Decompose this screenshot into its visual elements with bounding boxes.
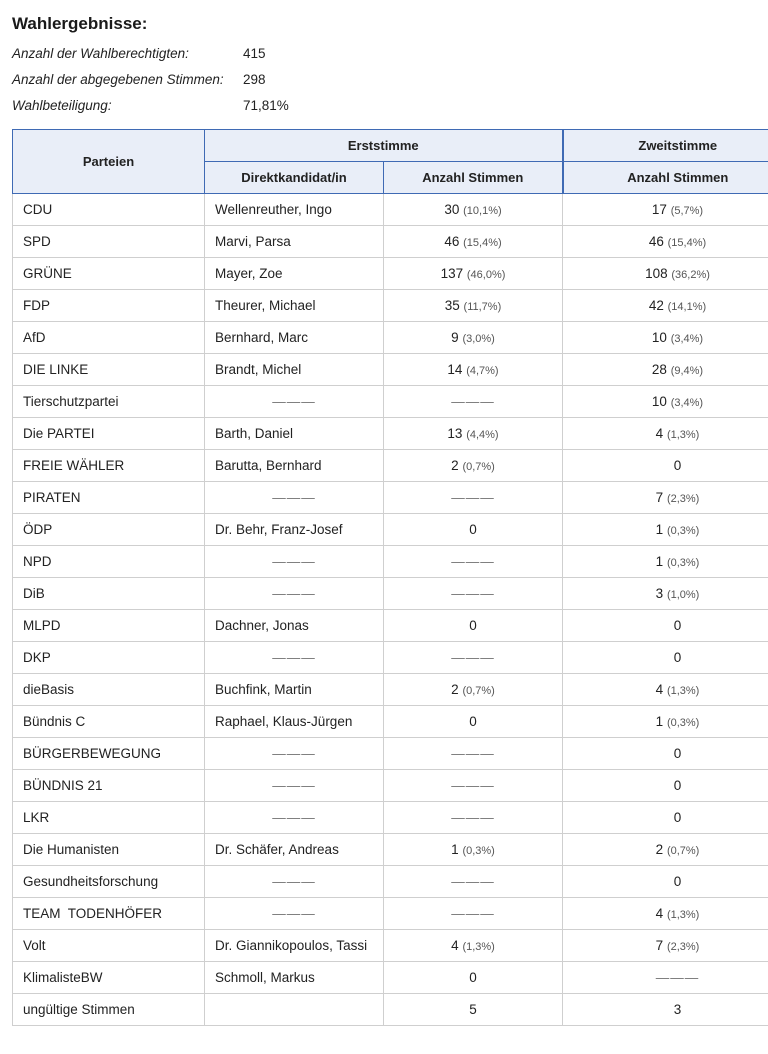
- table-row: [13, 194, 768, 226]
- stat-eligible-voters: [12, 40, 289, 66]
- vote-percent: (46,0%): [466, 269, 506, 281]
- erststimme-cell: [384, 898, 563, 930]
- party-name: DiB: [23, 586, 45, 601]
- table-row: [13, 706, 768, 738]
- header-direktkandidat: Direktkandidat/in: [205, 162, 384, 194]
- party-name: Die Humanisten: [23, 842, 120, 857]
- vote-count: 7: [655, 490, 664, 505]
- vote-count: 0: [469, 714, 477, 729]
- header-parteien: Parteien: [13, 130, 205, 194]
- candidate-name: ———: [272, 490, 316, 505]
- zweitstimme-cell: [563, 194, 768, 226]
- candidate-name: Dr. Giannikopoulos, Tassi: [215, 938, 368, 953]
- erststimme-cell: [384, 482, 563, 514]
- vote-percent: (1,0%): [666, 589, 700, 601]
- header-anzahl-erst: Anzahl Stimmen: [384, 162, 563, 194]
- candidate-name: Barth, Daniel: [215, 426, 294, 441]
- party-cell: [13, 354, 205, 386]
- header-anzahl-zweit: Anzahl Stimmen: [563, 162, 768, 194]
- vote-percent: (4,4%): [466, 429, 499, 441]
- vote-count: 108: [645, 266, 668, 281]
- candidate-cell: [205, 770, 384, 802]
- vote-percent: (3,4%): [670, 397, 704, 409]
- vote-percent: (5,7%): [670, 205, 704, 217]
- zweitstimme-cell: [563, 962, 768, 994]
- vote-percent: (0,7%): [462, 685, 495, 697]
- zweitstimme-cell: [563, 770, 768, 802]
- vote-percent: (0,3%): [666, 557, 700, 569]
- vote-count: 46: [648, 234, 664, 249]
- candidate-name: ———: [272, 906, 316, 921]
- party-cell: [13, 674, 205, 706]
- zweitstimme-cell: [563, 802, 768, 834]
- erststimme-cell: [384, 546, 563, 578]
- zweitstimme-cell: [563, 578, 768, 610]
- candidate-cell: [205, 450, 384, 482]
- vote-count: ———: [451, 906, 495, 921]
- vote-count: 17: [651, 202, 667, 217]
- vote-count: 0: [469, 618, 477, 633]
- party-name: BÜRGERBEWEGUNG: [23, 746, 162, 761]
- candidate-name: ———: [272, 810, 316, 825]
- candidate-cell: [205, 258, 384, 290]
- candidate-cell: [205, 354, 384, 386]
- erststimme-cell: [384, 930, 563, 962]
- party-cell: [13, 834, 205, 866]
- party-name: Bündnis C: [23, 714, 86, 729]
- party-name: KlimalisteBW: [23, 970, 103, 985]
- vote-percent: (4,7%): [466, 365, 499, 377]
- zweitstimme-cell: [563, 322, 768, 354]
- table-row: [13, 674, 768, 706]
- candidate-name: Bernhard, Marc: [215, 330, 309, 345]
- vote-percent: (15,4%): [667, 237, 707, 249]
- candidate-name: ———: [272, 874, 316, 889]
- candidate-cell: [205, 930, 384, 962]
- vote-percent: (36,2%): [671, 269, 710, 281]
- erststimme-cell: [384, 258, 563, 290]
- erststimme-cell: [384, 674, 563, 706]
- stat-turnout: [12, 92, 289, 118]
- table-row: [13, 834, 768, 866]
- vote-count: ———: [451, 874, 495, 889]
- candidate-name: ———: [272, 554, 316, 569]
- vote-count: 2: [451, 682, 459, 697]
- party-cell: [13, 706, 205, 738]
- vote-count: 0: [673, 746, 682, 761]
- vote-count: 0: [673, 810, 682, 825]
- party-cell: [13, 290, 205, 322]
- candidate-cell: [205, 482, 384, 514]
- party-name: dieBasis: [23, 682, 75, 697]
- vote-count: 30: [444, 202, 460, 217]
- table-row: [13, 994, 768, 1026]
- party-name: NPD: [23, 554, 52, 569]
- candidate-cell: [205, 674, 384, 706]
- vote-percent: (3,4%): [670, 333, 704, 345]
- table-row: [13, 546, 768, 578]
- table-row: [13, 866, 768, 898]
- page-title: Wahlergebnisse:: [12, 14, 148, 33]
- stat-label: Anzahl der abgegebenen Stimmen:: [12, 71, 224, 87]
- erststimme-cell: [384, 770, 563, 802]
- candidate-name: Barutta, Bernhard: [215, 458, 322, 473]
- vote-percent: (3,0%): [462, 333, 495, 345]
- party-cell: [13, 386, 205, 418]
- candidate-name: Brandt, Michel: [215, 362, 302, 377]
- vote-percent: (1,3%): [462, 941, 495, 953]
- candidate-name: Dr. Schäfer, Andreas: [215, 842, 339, 857]
- stat-value: 298: [243, 71, 266, 87]
- party-name: CDU: [23, 202, 53, 217]
- zweitstimme-cell: [563, 898, 768, 930]
- party-name: FDP: [23, 298, 50, 313]
- vote-count: 14: [447, 362, 463, 377]
- erststimme-cell: [384, 610, 563, 642]
- party-cell: [13, 514, 205, 546]
- vote-count: 0: [673, 874, 682, 889]
- zweitstimme-cell: [563, 290, 768, 322]
- erststimme-cell: [384, 418, 563, 450]
- vote-count: 2: [451, 458, 459, 473]
- candidate-cell: [205, 962, 384, 994]
- vote-count: ———: [451, 490, 495, 505]
- zweitstimme-cell: [563, 386, 768, 418]
- zweitstimme-cell: [563, 706, 768, 738]
- vote-count: 13: [447, 426, 463, 441]
- vote-count: 0: [673, 650, 682, 665]
- party-cell: [13, 802, 205, 834]
- erststimme-cell: [384, 706, 563, 738]
- party-cell: [13, 738, 205, 770]
- candidate-cell: [205, 994, 384, 1026]
- party-cell: [13, 994, 205, 1026]
- party-name: LKR: [23, 810, 50, 825]
- table-row: [13, 642, 768, 674]
- header-zweitstimme: Zweitstimme: [563, 130, 768, 162]
- zweitstimme-cell: [563, 866, 768, 898]
- candidate-name: Dachner, Jonas: [215, 618, 309, 633]
- candidate-cell: [205, 226, 384, 258]
- vote-count: 9: [451, 330, 459, 345]
- party-cell: [13, 866, 205, 898]
- candidate-name: Raphael, Klaus-Jürgen: [215, 714, 353, 729]
- vote-count: 1: [655, 522, 664, 537]
- party-cell: [13, 450, 205, 482]
- vote-count: 4: [451, 938, 459, 953]
- party-name: PIRATEN: [23, 490, 81, 505]
- party-name: AfD: [23, 330, 46, 345]
- vote-count: 3: [673, 1002, 682, 1017]
- candidate-name: ———: [272, 746, 316, 761]
- table-row: [13, 354, 768, 386]
- vote-count: ———: [655, 970, 700, 985]
- erststimme-cell: [384, 962, 563, 994]
- candidate-cell: [205, 290, 384, 322]
- results-table: [12, 129, 768, 1026]
- vote-percent: (2,3%): [666, 941, 700, 953]
- zweitstimme-cell: [563, 514, 768, 546]
- zweitstimme-cell: [563, 418, 768, 450]
- vote-count: ———: [451, 746, 495, 761]
- election-stats: [12, 40, 289, 118]
- stat-label: Anzahl der Wahlberechtigten:: [12, 45, 189, 61]
- candidate-cell: [205, 866, 384, 898]
- candidate-cell: [205, 738, 384, 770]
- vote-count: 4: [655, 426, 664, 441]
- party-cell: [13, 194, 205, 226]
- table-row: [13, 450, 768, 482]
- party-name: BÜNDNIS 21: [23, 778, 103, 793]
- vote-count: 46: [444, 234, 460, 249]
- erststimme-cell: [384, 226, 563, 258]
- candidate-cell: [205, 194, 384, 226]
- vote-percent: (0,3%): [666, 525, 700, 537]
- party-name: Die PARTEI: [23, 426, 95, 441]
- zweitstimme-cell: [563, 226, 768, 258]
- candidate-cell: [205, 642, 384, 674]
- candidate-cell: [205, 578, 384, 610]
- table-row: [13, 418, 768, 450]
- candidate-name: Marvi, Parsa: [215, 234, 291, 249]
- party-cell: [13, 226, 205, 258]
- erststimme-cell: [384, 386, 563, 418]
- table-row: [13, 738, 768, 770]
- zweitstimme-cell: [563, 610, 768, 642]
- results-body: [13, 194, 768, 1026]
- vote-count: 3: [655, 586, 664, 601]
- candidate-name: Buchfink, Martin: [215, 682, 312, 697]
- candidate-name: ———: [272, 650, 316, 665]
- vote-percent: (0,7%): [666, 845, 700, 857]
- vote-percent: (2,3%): [666, 493, 700, 505]
- vote-count: 42: [648, 298, 664, 313]
- erststimme-cell: [384, 802, 563, 834]
- party-cell: [13, 322, 205, 354]
- vote-count: ———: [451, 778, 495, 793]
- vote-count: 0: [673, 778, 682, 793]
- vote-count: 10: [651, 330, 667, 345]
- candidate-cell: [205, 610, 384, 642]
- party-cell: [13, 578, 205, 610]
- stat-value: 71,81%: [243, 97, 289, 113]
- erststimme-cell: [384, 450, 563, 482]
- vote-count: ———: [451, 586, 495, 601]
- vote-count: ———: [451, 810, 495, 825]
- vote-count: 0: [673, 618, 682, 633]
- party-name: ÖDP: [23, 522, 53, 537]
- erststimme-cell: [384, 514, 563, 546]
- erststimme-cell: [384, 290, 563, 322]
- table-row: [13, 514, 768, 546]
- vote-count: 2: [655, 842, 664, 857]
- vote-percent: (1,3%): [666, 429, 700, 441]
- party-cell: [13, 898, 205, 930]
- vote-percent: (9,4%): [670, 365, 704, 377]
- vote-percent: (0,3%): [666, 717, 700, 729]
- table-row: [13, 770, 768, 802]
- table-row: [13, 290, 768, 322]
- party-name: GRÜNE: [23, 266, 72, 281]
- vote-count: 1: [655, 714, 664, 729]
- table-row: [13, 578, 768, 610]
- vote-count: 137: [440, 266, 464, 281]
- vote-percent: (14,1%): [667, 301, 707, 313]
- party-cell: [13, 770, 205, 802]
- stat-votes-cast: [12, 66, 289, 92]
- table-row: [13, 610, 768, 642]
- zweitstimme-cell: [563, 354, 768, 386]
- candidate-name: Dr. Behr, Franz-Josef: [215, 522, 343, 537]
- vote-count: 4: [655, 682, 664, 697]
- zweitstimme-cell: [563, 674, 768, 706]
- party-cell: [13, 610, 205, 642]
- vote-percent: (15,4%): [463, 237, 502, 249]
- candidate-name: ———: [272, 778, 316, 793]
- candidate-cell: [205, 546, 384, 578]
- party-name: SPD: [23, 234, 51, 249]
- candidate-cell: [205, 322, 384, 354]
- candidate-name: ———: [272, 394, 316, 409]
- vote-percent: (10,1%): [463, 205, 502, 217]
- erststimme-cell: [384, 578, 563, 610]
- table-row: [13, 930, 768, 962]
- candidate-cell: [205, 834, 384, 866]
- vote-count: 10: [651, 394, 667, 409]
- party-cell: [13, 930, 205, 962]
- vote-percent: (11,7%): [463, 301, 502, 313]
- vote-count: 7: [655, 938, 664, 953]
- zweitstimme-cell: [563, 930, 768, 962]
- erststimme-cell: [384, 354, 563, 386]
- table-row: [13, 226, 768, 258]
- vote-count: 4: [655, 906, 664, 921]
- zweitstimme-cell: [563, 482, 768, 514]
- vote-count: 0: [673, 458, 682, 473]
- candidate-name: Theurer, Michael: [215, 298, 316, 313]
- table-row: [13, 962, 768, 994]
- candidate-cell: [205, 418, 384, 450]
- party-name: Gesundheitsforschung: [23, 874, 159, 889]
- header-erststimme: Erststimme: [205, 130, 563, 162]
- erststimme-cell: [384, 866, 563, 898]
- vote-count: ———: [451, 394, 495, 409]
- candidate-cell: [205, 514, 384, 546]
- zweitstimme-cell: [563, 738, 768, 770]
- table-row: [13, 322, 768, 354]
- party-cell: [13, 482, 205, 514]
- candidate-cell: [205, 386, 384, 418]
- zweitstimme-cell: [563, 994, 768, 1026]
- zweitstimme-cell: [563, 258, 768, 290]
- party-name: Tierschutzpartei: [23, 394, 119, 409]
- table-row: [13, 802, 768, 834]
- vote-count: 28: [651, 362, 667, 377]
- party-name: Volt: [23, 938, 46, 953]
- vote-percent: (0,7%): [462, 461, 495, 473]
- vote-percent: (1,3%): [666, 685, 700, 697]
- candidate-cell: [205, 898, 384, 930]
- zweitstimme-cell: [563, 546, 768, 578]
- candidate-name: Wellenreuther, Ingo: [215, 202, 332, 217]
- erststimme-cell: [384, 194, 563, 226]
- erststimme-cell: [384, 738, 563, 770]
- party-name: ungültige Stimmen: [23, 1002, 135, 1017]
- party-cell: [13, 418, 205, 450]
- vote-count: 1: [655, 554, 664, 569]
- vote-count: 35: [444, 298, 460, 313]
- zweitstimme-cell: [563, 834, 768, 866]
- table-row: [13, 258, 768, 290]
- party-cell: [13, 258, 205, 290]
- vote-count: 0: [469, 970, 477, 985]
- candidate-cell: [205, 706, 384, 738]
- vote-count: ———: [451, 650, 495, 665]
- candidate-name: Mayer, Zoe: [215, 266, 283, 281]
- party-cell: [13, 642, 205, 674]
- vote-percent: (1,3%): [666, 909, 700, 921]
- stat-value: 415: [243, 45, 266, 61]
- erststimme-cell: [384, 322, 563, 354]
- vote-count: ———: [451, 554, 495, 569]
- party-name: FREIE WÄHLER: [23, 458, 125, 473]
- candidate-name: Schmoll, Markus: [215, 970, 315, 985]
- vote-count: 0: [469, 522, 477, 537]
- table-row: [13, 482, 768, 514]
- party-name: DKP: [23, 650, 51, 665]
- erststimme-cell: [384, 834, 563, 866]
- vote-percent: (0,3%): [462, 845, 495, 857]
- table-row: [13, 386, 768, 418]
- candidate-cell: [205, 802, 384, 834]
- zweitstimme-cell: [563, 450, 768, 482]
- vote-count: 5: [469, 1002, 477, 1017]
- vote-count: 1: [451, 842, 459, 857]
- party-name: MLPD: [23, 618, 61, 633]
- candidate-name: ———: [272, 586, 316, 601]
- party-name: DIE LINKE: [23, 362, 89, 377]
- party-name: TEAM TODENHÖFER: [23, 906, 163, 921]
- erststimme-cell: [384, 994, 563, 1026]
- zweitstimme-cell: [563, 642, 768, 674]
- stat-label: Wahlbeteiligung:: [12, 97, 112, 113]
- party-cell: [13, 546, 205, 578]
- party-cell: [13, 962, 205, 994]
- table-row: [13, 898, 768, 930]
- erststimme-cell: [384, 642, 563, 674]
